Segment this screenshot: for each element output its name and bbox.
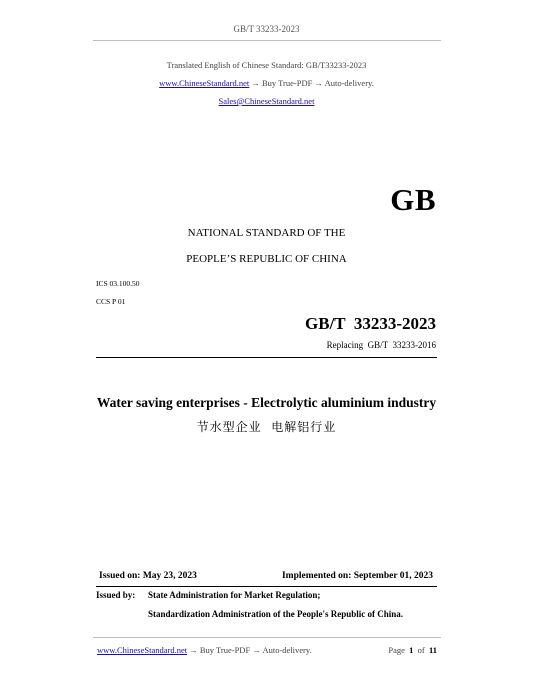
footer-purchase-text: → Buy True-PDF → Auto-delivery. (187, 645, 312, 655)
purchase-line (0, 78, 533, 88)
translation-notice: Translated English of Chinese Standard: GB/T33233-2023 (166, 60, 367, 70)
page-label: Page (388, 645, 405, 655)
issuer-org-1: State Administration for Market Regulation; (148, 590, 321, 600)
issuer-divider (96, 586, 437, 587)
national-standard-line-1: NATIONAL STANDARD OF THE (187, 227, 346, 239)
footer-divider (93, 637, 441, 638)
site-link[interactable]: www.ChineseStandard.net (159, 78, 250, 88)
title-divider (96, 357, 437, 358)
implemented-on-date: Implemented on: September 01, 2023 (281, 571, 433, 581)
national-standard-line-2: PEOPLE’S REPUBLIC OF CHINA (186, 253, 347, 265)
page-indicator (388, 645, 437, 655)
document-title-chinese: 节水型企业 电解铝行业 (196, 420, 337, 434)
email-link[interactable]: Sales@ChineseStandard.net (218, 96, 315, 106)
ics-code: ICS 03.100.50 (96, 279, 140, 288)
page-number: 1 (409, 645, 414, 655)
issuer-org-2: Standardization Administration of the People's Republic of China. (148, 609, 404, 619)
page-total: 11 (428, 645, 437, 655)
document-title: Water saving enterprises - Electrolytic aluminium industry (96, 395, 437, 410)
of-label: of (417, 645, 425, 655)
header-divider (93, 40, 441, 41)
gb-mark: GB (390, 182, 436, 217)
issued-on-date: Issued on: May 23, 2023 (99, 571, 197, 581)
running-header: GB/T 33233-2023 (233, 24, 300, 34)
issued-by-label: Issued by: (96, 590, 136, 600)
email-line (0, 96, 533, 106)
footer-purchase-line (97, 645, 312, 655)
replacing-note: Replacing GB/T 33233-2016 (326, 340, 436, 350)
standard-number: GB/T 33233-2023 (305, 314, 436, 333)
ccs-code: CCS P 01 (96, 297, 126, 306)
footer-site-link[interactable]: www.ChineseStandard.net (97, 645, 188, 655)
purchase-text: → Buy True-PDF → Auto-delivery. (249, 78, 374, 88)
